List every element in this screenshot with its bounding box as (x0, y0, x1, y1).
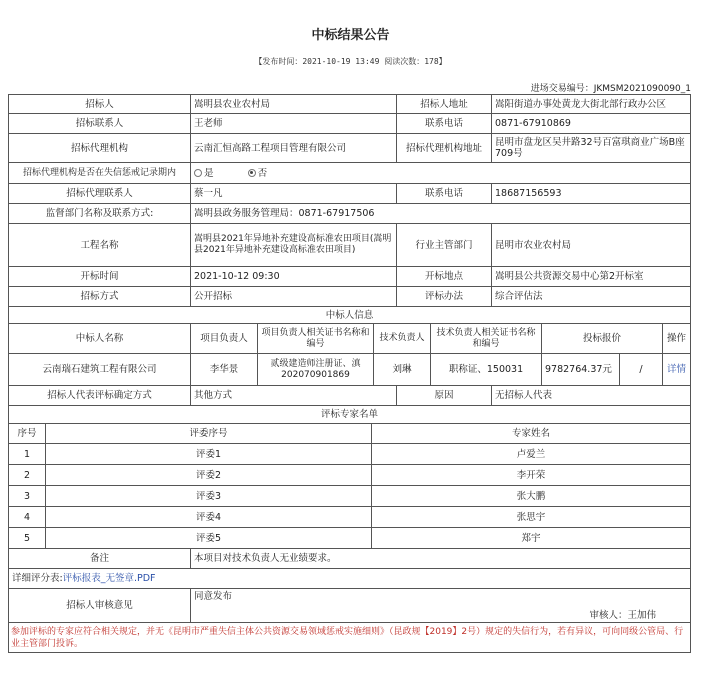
tenderer-phone-value: 0871-67910869 (492, 114, 691, 134)
radio-yes[interactable] (194, 169, 202, 177)
project-label: 工程名称 (9, 224, 191, 267)
radio-no-label: 否 (257, 167, 268, 179)
expert-no: 2 (9, 465, 46, 486)
winner-tech: 刘琳 (374, 354, 431, 386)
agency-value: 云南汇恒高路工程项目管理有限公司 (191, 134, 397, 163)
industry-value: 昆明市农业农村局 (492, 224, 691, 267)
winner-name: 云南瑞石建筑工程有限公司 (9, 354, 191, 386)
expert-name-header: 专家姓名 (372, 424, 691, 444)
agency-label: 招标代理机构 (9, 134, 191, 163)
review-cell (191, 589, 691, 623)
supervisor-label: 监督部门名称及联系方式: (9, 204, 191, 224)
price-header: 投标报价 (542, 324, 663, 354)
project-number: 进场交易编号：JKMSM2021090090_1 (530, 84, 691, 94)
winner-table (8, 306, 691, 386)
dishonest-options (191, 163, 691, 184)
radio-no[interactable] (248, 169, 256, 177)
remark-label: 备注 (9, 549, 191, 569)
open-place-label: 开标地点 (397, 267, 492, 287)
expert-seq: 评委3 (46, 486, 372, 507)
tenderer-addr-value: 嵩阳街道办事处黄龙大街北部行政办公区 (492, 95, 691, 114)
reviewer-name: 审核人：王加伟 (589, 610, 656, 621)
table-row (9, 486, 691, 507)
pm-cert-header: 项目负责人相关证书名称和编号 (258, 324, 374, 354)
publish-meta: 【发布时间：2021-10-19 13:49 阅读次数：178】 (254, 57, 447, 66)
expert-seq: 评委1 (46, 444, 372, 465)
table-row (9, 465, 691, 486)
winner-pm-cert: 贰级建造师注册证、滇202070901869 (258, 354, 374, 386)
agency-phone-label: 联系电话 (397, 184, 492, 204)
table-row (9, 507, 691, 528)
expert-no: 4 (9, 507, 46, 528)
tech-header: 技术负责人 (374, 324, 431, 354)
winner-price-slash: / (620, 354, 663, 386)
detail-score-row (9, 569, 691, 589)
rep-value: 其他方式 (191, 386, 397, 406)
remark-value: 本项目对技术负责人无业绩要求。 (191, 549, 691, 569)
table-row (9, 444, 691, 465)
reason-label: 原因 (397, 386, 492, 406)
expert-no: 3 (9, 486, 46, 507)
agency-contact-value: 蔡一凡 (191, 184, 397, 204)
open-time-value: 2021-10-12 09:30 (191, 267, 397, 287)
warning-notice: 参加评标的专家应符合相关规定，并无《昆明市严重失信主体公共资源交易领域惩戒实施细则》（昆政规【2019】2号）规定的失信行为，若有异议，可向同级公管局、行业主管部门投诉。 (9, 623, 691, 653)
expert-no: 5 (9, 528, 46, 549)
reason-value: 无招标人代表 (492, 386, 691, 406)
tenderer-label: 招标人 (9, 95, 191, 114)
tenderer-contact-value: 王老师 (191, 114, 397, 134)
rep-label: 招标人代表评标确定方式 (9, 386, 191, 406)
method-value: 公开招标 (191, 287, 397, 307)
rep-table (8, 385, 691, 406)
eval-label: 评标办法 (397, 287, 492, 307)
expert-name: 张思宇 (372, 507, 691, 528)
open-place-value: 嵩明县公共资源交易中心第2开标室 (492, 267, 691, 287)
expert-no-header: 序号 (9, 424, 46, 444)
expert-no: 1 (9, 444, 46, 465)
remark-table (8, 548, 691, 653)
winner-tech-cert: 职称证、150031 (431, 354, 542, 386)
winner-pm: 李华景 (191, 354, 258, 386)
project-value: 嵩明县2021年异地补充建设高标准农田项目(嵩明县2021年异地补充建设高标准农田项目) (191, 224, 397, 267)
expert-name: 李开荣 (372, 465, 691, 486)
method-label: 招标方式 (9, 287, 191, 307)
industry-label: 行业主管部门 (397, 224, 492, 267)
tech-cert-header: 技术负责人相关证书名称和编号 (431, 324, 542, 354)
experts-section-title: 评标专家名单 (9, 406, 691, 424)
expert-seq: 评委2 (46, 465, 372, 486)
agency-addr-label: 招标代理机构地址 (397, 134, 492, 163)
agency-phone-value: 18687156593 (492, 184, 691, 204)
detail-score-label: 详细评分表: (12, 573, 63, 584)
supervisor-value: 嵩明县政务服务管理局：0871-67917506 (191, 204, 691, 224)
agency-contact-label: 招标代理联系人 (9, 184, 191, 204)
winner-price: 9782764.37元 (542, 354, 620, 386)
tenderer-phone-label: 联系电话 (397, 114, 492, 134)
expert-seq: 评委5 (46, 528, 372, 549)
open-time-label: 开标时间 (9, 267, 191, 287)
review-label: 招标人审核意见 (9, 589, 191, 623)
tenderer-contact-label: 招标联系人 (9, 114, 191, 134)
expert-seq-header: 评委序号 (46, 424, 372, 444)
detail-score-link[interactable]: 评标报表_无签章.PDF (62, 573, 156, 584)
experts-table (8, 405, 691, 549)
info-table (8, 94, 691, 307)
expert-seq: 评委4 (46, 507, 372, 528)
page-title: 中标结果公告 (311, 28, 390, 43)
expert-name: 张大鹏 (372, 486, 691, 507)
review-opinion: 同意发布 (194, 591, 233, 602)
radio-yes-label: 是 (204, 167, 214, 179)
dishonest-label: 招标代理机构是否在失信惩戒记录期内 (9, 163, 191, 184)
tenderer-addr-label: 招标人地址 (397, 95, 492, 114)
pm-header: 项目负责人 (191, 324, 258, 354)
announcement-sheet (8, 94, 690, 653)
expert-name: 卢爱兰 (372, 444, 691, 465)
expert-name: 郑宇 (372, 528, 691, 549)
table-row (9, 528, 691, 549)
tenderer-value: 嵩明县农业农村局 (191, 95, 397, 114)
winner-name-header: 中标人名称 (9, 324, 191, 354)
agency-addr-value: 昆明市盘龙区吴井路32号百富琪商业广场B座709号 (492, 134, 691, 163)
op-header: 操作 (663, 324, 691, 354)
detail-link[interactable]: 详情 (663, 354, 691, 386)
eval-value: 综合评估法 (492, 287, 691, 307)
winner-section-title: 中标人信息 (9, 307, 691, 324)
